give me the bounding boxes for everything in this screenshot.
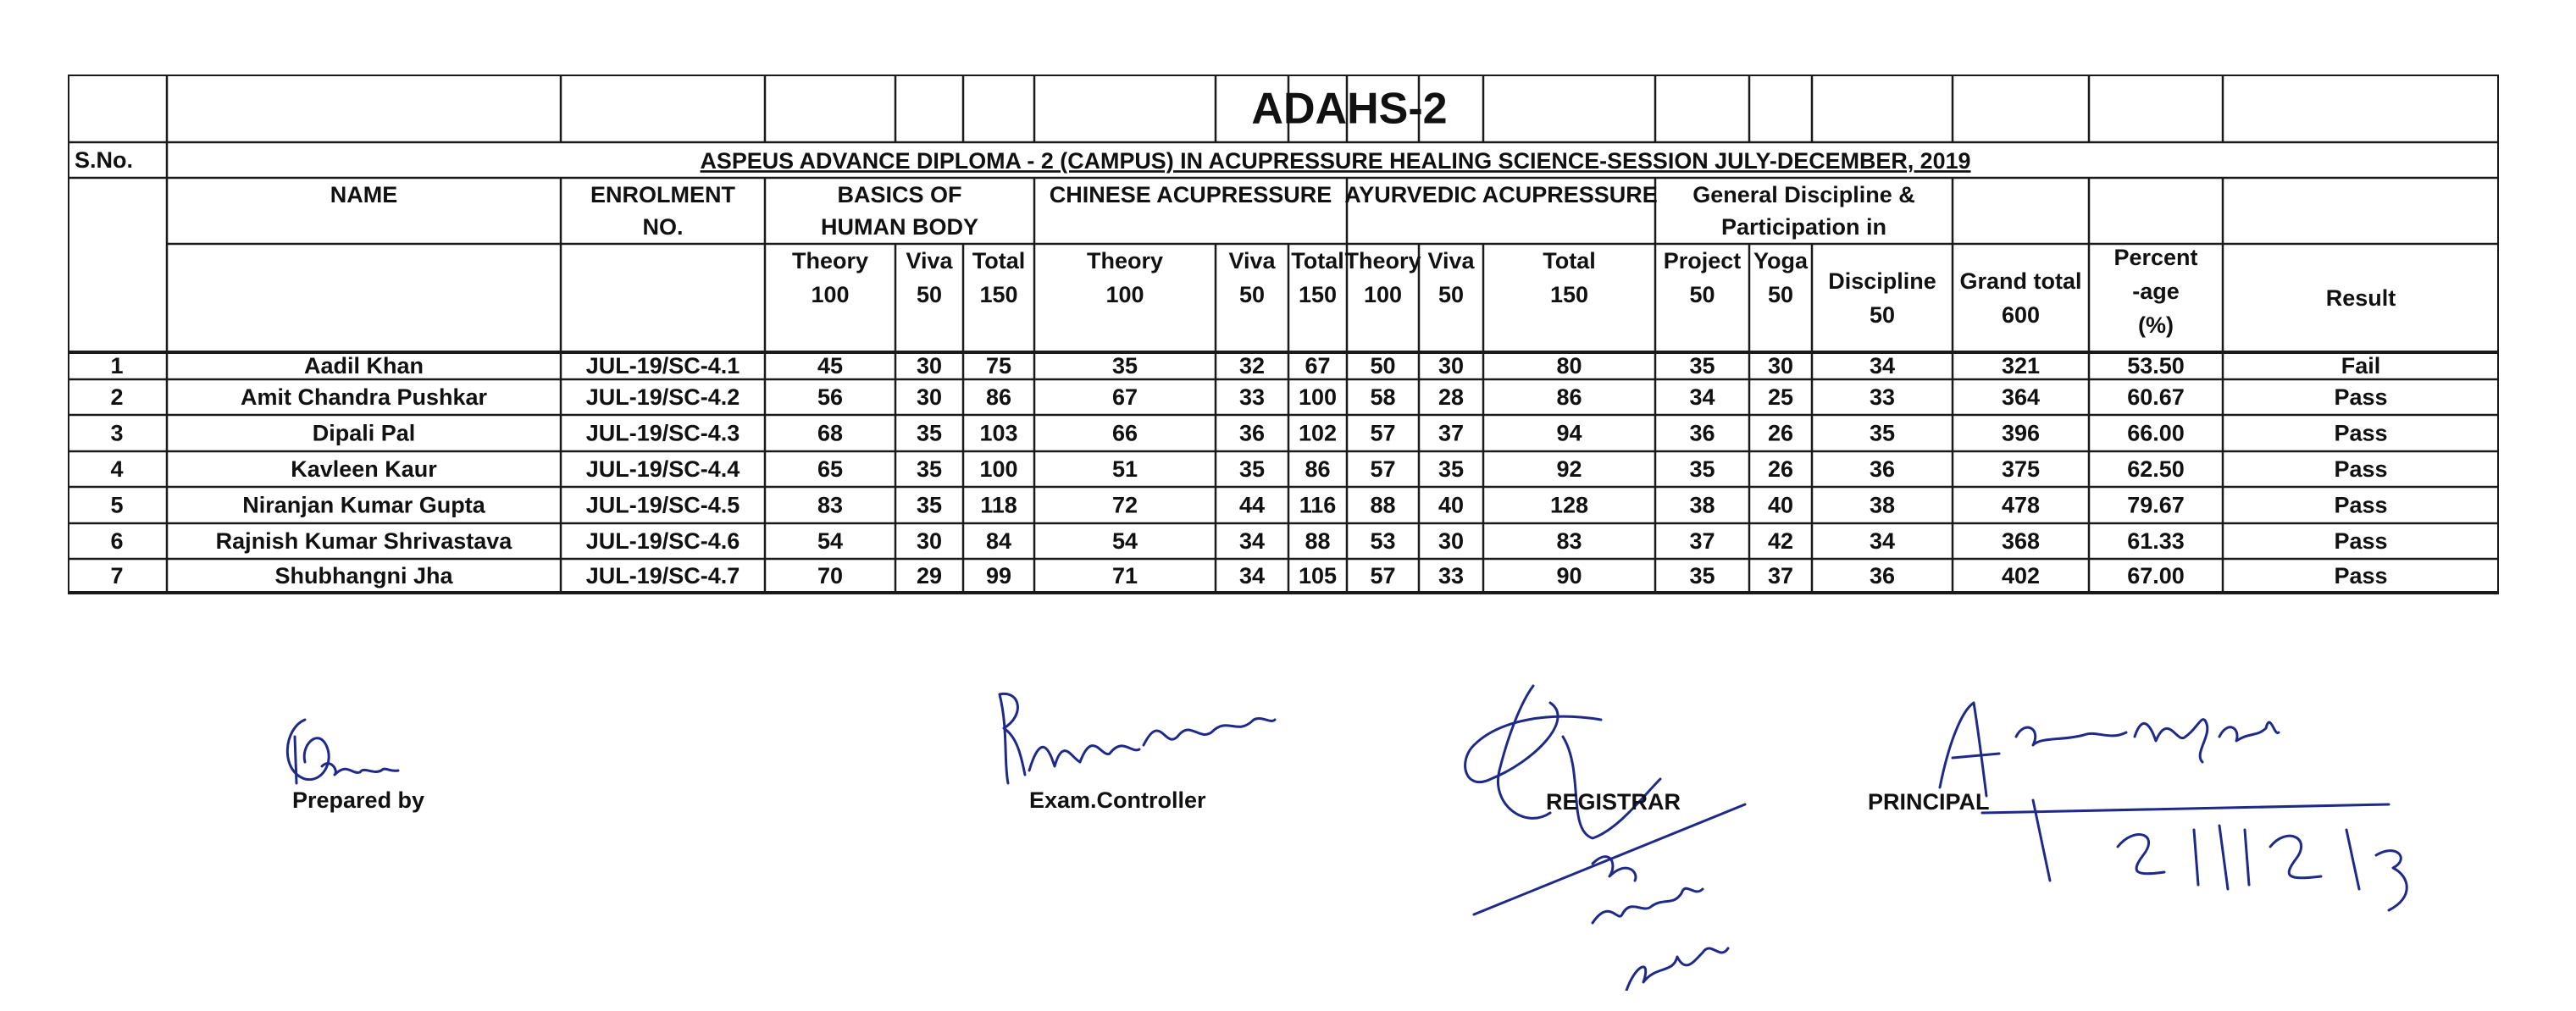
- cell-result: Pass: [2334, 384, 2388, 411]
- cell-c-theory: 66: [1111, 420, 1138, 446]
- cell-project: 35: [1689, 456, 1715, 483]
- cell-project: 35: [1689, 353, 1715, 379]
- cell-a-theory: 53: [1370, 528, 1396, 555]
- cell-enrolment: JUL-19/SC-4.7: [585, 563, 740, 589]
- cell-name: Rajnish Kumar Shrivastava: [215, 528, 512, 555]
- cell-a-total: 92: [1556, 456, 1582, 483]
- cell-c-theory: 71: [1111, 563, 1138, 589]
- cell-b-theory: 65: [817, 456, 844, 483]
- cell-name: Niranjan Kumar Gupta: [242, 492, 485, 518]
- cell-discipline: 34: [1869, 353, 1896, 379]
- cell-result: Fail: [2341, 353, 2381, 379]
- cell-yoga: 26: [1767, 456, 1794, 483]
- cell-name: Aadil Khan: [303, 353, 424, 379]
- cell-percentage: 62.50: [2127, 456, 2185, 483]
- cell-sno: 4: [110, 456, 124, 483]
- cell-discipline: 36: [1869, 563, 1896, 589]
- cell-b-theory: 68: [817, 420, 844, 446]
- cell-grand-total: 396: [2001, 420, 2041, 446]
- cell-c-viva: 34: [1238, 563, 1266, 589]
- cell-percentage: 67.00: [2127, 563, 2185, 589]
- cell-c-total: 67: [1305, 353, 1331, 379]
- cell-c-theory: 72: [1111, 492, 1138, 518]
- cell-a-theory: 58: [1370, 384, 1396, 411]
- exam-controller-label: Exam.Controller: [1029, 787, 1206, 813]
- cell-enrolment: JUL-19/SC-4.6: [585, 528, 740, 555]
- cell-a-theory: 57: [1370, 420, 1396, 446]
- cell-yoga: 30: [1767, 353, 1794, 379]
- cell-a-viva: 37: [1438, 420, 1465, 446]
- subheader-max-50: 50: [916, 282, 943, 308]
- subheader-max-150: 150: [1298, 282, 1338, 308]
- cell-b-total: 84: [985, 528, 1012, 555]
- header-enrolment-no: NO.: [642, 214, 684, 240]
- cell-result: Pass: [2334, 420, 2388, 446]
- subheader-total: Total: [1291, 248, 1344, 274]
- cell-enrolment: JUL-19/SC-4.1: [585, 353, 740, 379]
- cell-c-viva: 32: [1238, 353, 1266, 379]
- subheader-max-150: 150: [1549, 282, 1589, 308]
- cell-a-total: 83: [1556, 528, 1582, 555]
- cell-yoga: 40: [1767, 492, 1794, 518]
- cell-yoga: 42: [1767, 528, 1794, 555]
- subheader-max-100: 100: [1105, 282, 1144, 308]
- subheader-max-100: 100: [1363, 282, 1403, 308]
- cell-a-viva: 30: [1438, 528, 1465, 555]
- cell-c-viva: 33: [1238, 384, 1266, 411]
- cell-sno: 6: [110, 528, 124, 555]
- cell-b-viva: 30: [916, 353, 943, 379]
- prepared-by-label: Prepared by: [292, 787, 425, 813]
- cell-result: Pass: [2334, 492, 2388, 518]
- cell-discipline: 38: [1869, 492, 1896, 518]
- cell-project: 34: [1689, 384, 1715, 411]
- subheader-theory: Theory: [1344, 248, 1421, 274]
- cell-a-theory: 57: [1370, 563, 1396, 589]
- header-ayurvedic: AYURVEDIC ACUPRESSURE: [1344, 182, 1658, 208]
- cell-yoga: 37: [1767, 563, 1794, 589]
- cell-discipline: 35: [1869, 420, 1896, 446]
- cell-a-viva: 30: [1438, 353, 1465, 379]
- header-enrolment: ENROLMENT: [590, 182, 735, 208]
- cell-c-theory: 51: [1111, 456, 1138, 483]
- cell-enrolment: JUL-19/SC-4.4: [585, 456, 740, 483]
- cell-b-viva: 30: [916, 528, 943, 555]
- cell-grand-total: 368: [2001, 528, 2041, 555]
- header-participation: Participation in: [1720, 214, 1887, 240]
- cell-name: Shubhangni Jha: [274, 563, 453, 589]
- cell-a-total: 94: [1556, 420, 1582, 446]
- cell-percentage: 66.00: [2127, 420, 2185, 446]
- subheader-discipline: Discipline: [1828, 268, 1936, 295]
- cell-c-total: 86: [1305, 456, 1331, 483]
- subheader-viva: Viva: [1427, 248, 1475, 274]
- cell-b-total: 118: [980, 492, 1017, 518]
- cell-b-theory: 83: [817, 492, 844, 518]
- cell-b-total: 100: [979, 456, 1018, 483]
- cell-c-theory: 54: [1111, 528, 1138, 555]
- subheader-theory: Theory: [1086, 248, 1164, 274]
- cell-c-viva: 36: [1238, 420, 1266, 446]
- cell-b-viva: 29: [916, 563, 943, 589]
- cell-project: 37: [1689, 528, 1715, 555]
- cell-a-viva: 35: [1438, 456, 1465, 483]
- principal-signature: [1914, 677, 2440, 914]
- cell-c-total: 116: [1299, 492, 1337, 518]
- principal-label: PRINCIPAL: [1868, 789, 1990, 815]
- exam-controller-signature: [983, 677, 1288, 796]
- cell-grand-total: 375: [2001, 456, 2041, 483]
- cell-grand-total: 402: [2001, 563, 2041, 589]
- subheader-grand-total-max: 600: [2001, 302, 2041, 329]
- cell-b-theory: 70: [817, 563, 844, 589]
- subheader-max-50: 50: [1438, 282, 1465, 308]
- cell-percentage: 79.67: [2127, 492, 2185, 518]
- cell-a-viva: 40: [1438, 492, 1465, 518]
- cell-a-theory: 57: [1370, 456, 1396, 483]
- cell-enrolment: JUL-19/SC-4.3: [585, 420, 740, 446]
- header-basics: BASICS OF: [837, 182, 962, 208]
- subheader-max-50: 50: [1238, 282, 1266, 308]
- cell-enrolment: JUL-19/SC-4.5: [585, 492, 740, 518]
- subheader-max-50: 50: [1689, 282, 1715, 308]
- cell-b-viva: 35: [916, 456, 943, 483]
- result-table: [68, 75, 2499, 616]
- cell-b-total: 75: [985, 353, 1012, 379]
- cell-c-theory: 67: [1111, 384, 1138, 411]
- cell-c-viva: 35: [1238, 456, 1266, 483]
- cell-sno: 1: [110, 353, 124, 379]
- cell-b-theory: 56: [817, 384, 844, 411]
- cell-name: Kavleen Kaur: [291, 456, 437, 483]
- cell-c-total: 88: [1305, 528, 1331, 555]
- cell-result: Pass: [2334, 528, 2388, 555]
- header-general: General Discipline &: [1692, 182, 1915, 208]
- cell-c-viva: 44: [1238, 492, 1266, 518]
- cell-a-total: 90: [1556, 563, 1582, 589]
- cell-a-viva: 28: [1438, 384, 1465, 411]
- cell-b-viva: 35: [916, 420, 943, 446]
- cell-sno: 5: [110, 492, 124, 518]
- cell-sno: 2: [110, 384, 124, 411]
- subheader-percent-symbol: (%): [2138, 312, 2174, 339]
- cell-c-total: 100: [1298, 384, 1338, 411]
- cell-discipline: 33: [1869, 384, 1896, 411]
- subheader-project: Project: [1663, 248, 1742, 274]
- cell-percentage: 61.33: [2127, 528, 2185, 555]
- cell-b-viva: 35: [916, 492, 943, 518]
- header-basics-2: HUMAN BODY: [821, 214, 978, 240]
- cell-c-total: 105: [1298, 563, 1338, 589]
- cell-c-theory: 35: [1111, 353, 1138, 379]
- sheet-title: ADAHS-2: [1251, 84, 1448, 134]
- cell-project: 38: [1689, 492, 1715, 518]
- subheader-total: Total: [972, 248, 1026, 274]
- header-chinese: CHINESE ACUPRESSURE: [1049, 182, 1332, 208]
- subheader-total: Total: [1543, 248, 1596, 274]
- cell-a-viva: 33: [1438, 563, 1465, 589]
- sno-header: S.No.: [75, 147, 134, 174]
- cell-sno: 7: [110, 563, 124, 589]
- cell-percentage: 60.67: [2127, 384, 2185, 411]
- cell-sno: 3: [110, 420, 124, 446]
- subheader-max-150: 150: [979, 282, 1018, 308]
- cell-yoga: 25: [1767, 384, 1794, 411]
- cell-discipline: 36: [1869, 456, 1896, 483]
- cell-grand-total: 478: [2001, 492, 2041, 518]
- subheader-max-100: 100: [811, 282, 850, 308]
- cell-a-total: 86: [1556, 384, 1582, 411]
- subheader-result: Result: [2325, 285, 2396, 312]
- registrar-signature: [1440, 669, 1779, 991]
- cell-yoga: 26: [1767, 420, 1794, 446]
- cell-b-theory: 54: [817, 528, 844, 555]
- subheader-percent-age: -age: [2132, 279, 2180, 305]
- sheet-subtitle: ASPEUS ADVANCE DIPLOMA - 2 (CAMPUS) IN ACUPRESSURE HEALING SCIENCE-SESSION JULY-DECEMBER, 2019: [700, 148, 1971, 174]
- registrar-label: REGISTRAR: [1546, 789, 1681, 815]
- cell-grand-total: 321: [2001, 353, 2041, 379]
- subheader-viva: Viva: [906, 248, 953, 274]
- cell-a-total: 128: [1549, 492, 1589, 518]
- subheader-viva: Viva: [1228, 248, 1276, 274]
- result-sheet: [68, 75, 2499, 616]
- subheader-discipline-max: 50: [1869, 302, 1896, 329]
- subheader-max-50: 50: [1767, 282, 1794, 308]
- cell-a-theory: 50: [1370, 353, 1396, 379]
- cell-b-total: 86: [985, 384, 1012, 411]
- cell-b-total: 103: [979, 420, 1018, 446]
- cell-project: 36: [1689, 420, 1715, 446]
- header-name: NAME: [330, 182, 398, 208]
- cell-b-theory: 45: [817, 353, 844, 379]
- cell-discipline: 34: [1869, 528, 1896, 555]
- cell-name: Dipali Pal: [312, 420, 416, 446]
- subheader-theory: Theory: [791, 248, 869, 274]
- cell-result: Pass: [2334, 563, 2388, 589]
- cell-c-viva: 34: [1238, 528, 1266, 555]
- subheader-grand-total: Grand total: [1959, 268, 2082, 295]
- cell-c-total: 102: [1298, 420, 1338, 446]
- cell-name: Amit Chandra Pushkar: [240, 384, 488, 411]
- cell-b-total: 99: [985, 563, 1012, 589]
- subheader-percent: Percent: [2113, 245, 2198, 271]
- cell-percentage: 53.50: [2127, 353, 2185, 379]
- cell-enrolment: JUL-19/SC-4.2: [585, 384, 740, 411]
- cell-a-theory: 88: [1370, 492, 1396, 518]
- cell-project: 35: [1689, 563, 1715, 589]
- subheader-yoga: Yoga: [1753, 248, 1809, 274]
- cell-b-viva: 30: [916, 384, 943, 411]
- cell-grand-total: 364: [2001, 384, 2041, 411]
- cell-result: Pass: [2334, 456, 2388, 483]
- cell-a-total: 80: [1556, 353, 1582, 379]
